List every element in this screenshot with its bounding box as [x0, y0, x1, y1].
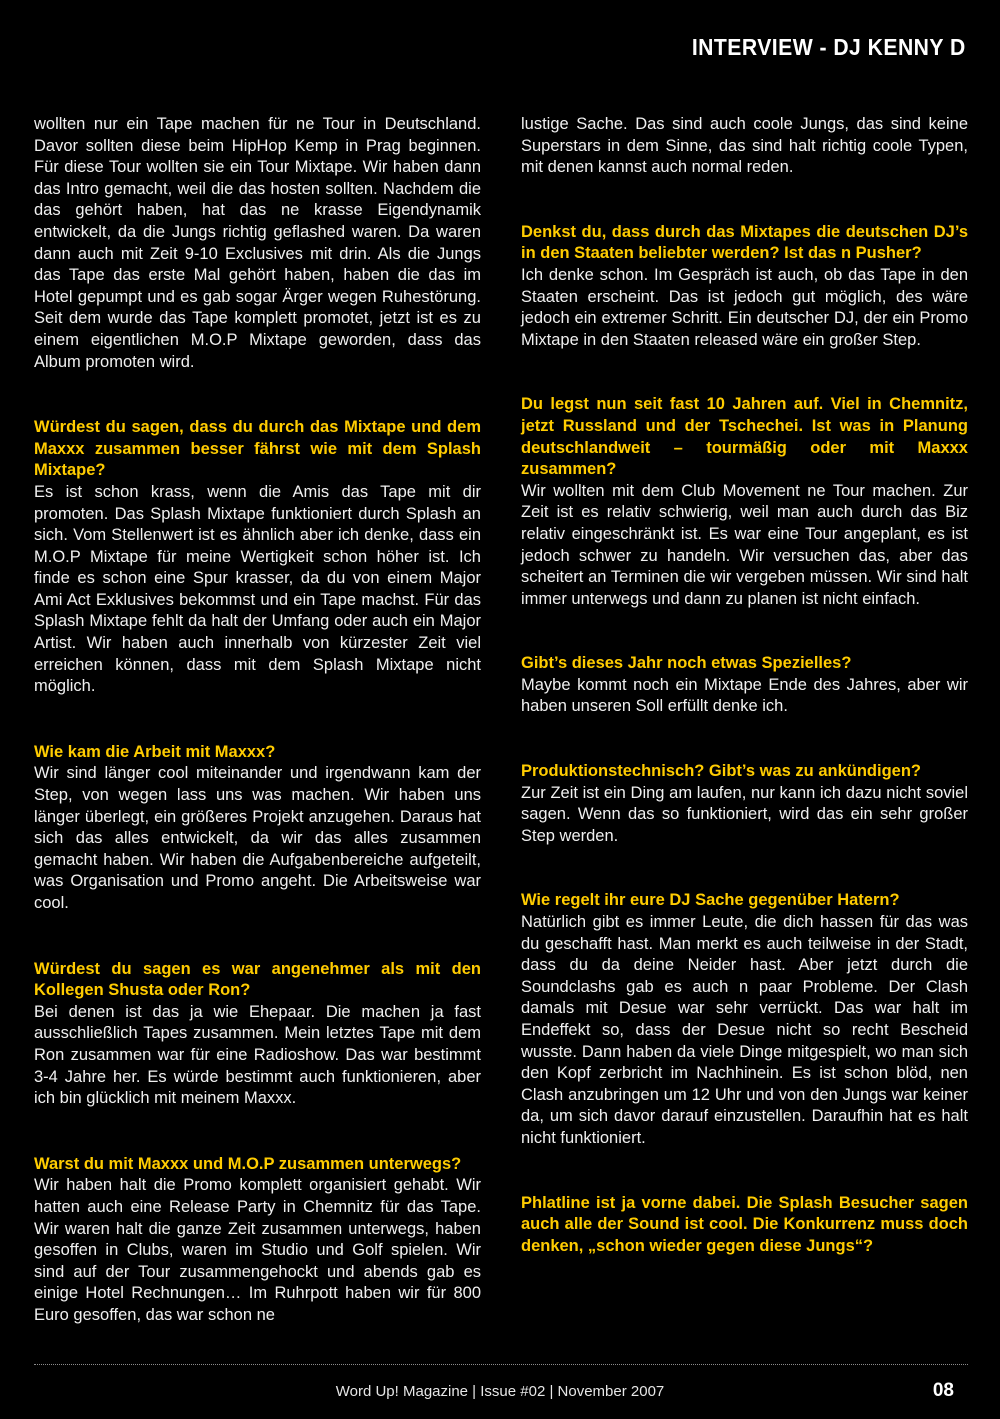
answer-text: Wir wollten mit dem Club Movement ne Tour machen. Zur Zeit ist es relativ schwierig, weil man auch durch das Biz relativ eingeschränkt ist. Es war eine Tour angeplant, es ist jedoch schwer zu handeln. Wir versuchen das, aber das scheitert an Terminen die wir vergeben müssen. Wir sind halt immer unterwegs und dann zu planen ist nicht einfach. [521, 481, 968, 608]
answer-text: Es ist schon krass, wenn die Amis das Tape mit dir promoten. Das Splash Mixtape funktioniert durch Splash an sich. Vom Stellenwert ist es ähnlich aber ich denke, dass ein M.O.P Mixtape für meine Wertigkeit schon höher ist. Ich finde es schon eine Spur krasser, da du von einem Major Ami Act Exklusives bekommst und ein Tape machst. Für das Splash Mixtape fehlt da halt der Umfang oder auch ein Major Artist. Wir haben auch innerhalb von kürzester Zeit viel erreichen können, dass mit dem Splash Mixtape nicht möglich. [34, 482, 481, 696]
article-section [521, 222, 968, 352]
article-section [521, 1193, 968, 1258]
article-section [34, 114, 481, 373]
article-section [34, 1154, 481, 1327]
answer-text: Ich denke schon. Im Gespräch ist auch, ob das Tape in den Staaten erscheint. Das ist jedoch gut möglich, des wäre jedoch ein extremer Schritt. Ein deutscher DJ, der ein Promo Mixtape in den Staaten released wäre ein großer Step. [521, 265, 968, 349]
question-heading: Phlatline ist ja vorne dabei. Die Splash Besucher sagen auch alle der Sound ist cool. Die Konkurrenz muss doch denken, „schon wieder gegen diese Jungs“? [521, 1193, 968, 1255]
question-heading: Denkst du, dass durch das Mixtapes die deutschen DJ’s in den Staaten beliebter werden? Ist das n Pusher? [521, 222, 968, 263]
footer-divider [34, 1364, 968, 1365]
article-section [521, 394, 968, 610]
question-heading: Gibt’s dieses Jahr noch etwas Spezielles? [521, 654, 852, 673]
question-heading: Produktionstechnisch? Gibt’s was zu ankündigen? [521, 762, 922, 781]
question-heading: Wie regelt ihr eure DJ Sache gegenüber Hatern? [521, 891, 900, 910]
answer-text: Wir sind länger cool miteinander und irgendwann kam der Step, von wegen lass uns was machen. Wir haben uns länger überlegt, ein größeres Projekt anzugehen. Daraus hat sich das alles entwickelt, da wir das alles zusammen gemacht haben. Wir haben die Aufgabenbereiche aufgeteilt, was Organisation und Promo angeht. Die Arbeitsweise war cool. [34, 764, 481, 912]
article-section [34, 417, 481, 698]
question-heading: Wie kam die Arbeit mit Maxxx? [34, 742, 276, 761]
answer-text: lustige Sache. Das sind auch coole Jungs, das sind keine Superstars in dem Sinne, das sind halt richtig coole Typen, mit denen kannst auch normal reden. [521, 115, 968, 177]
answer-text: Maybe kommt noch ein Mixtape Ende des Jahres, aber wir haben unseren Soll erfüllt denke ich. [521, 675, 968, 716]
article-section [34, 959, 481, 1110]
article-section [521, 653, 968, 718]
answer-text: Zur Zeit ist ein Ding am laufen, nur kann ich dazu nicht soviel sagen. Wenn das so funktioniert, wird das ein sehr großer Step werden. [521, 783, 968, 845]
right-column [521, 114, 968, 1327]
article-section [34, 742, 481, 915]
question-heading: Würdest du sagen es war angenehmer als mit den Kollegen Shusta oder Ron? [34, 959, 481, 1000]
question-heading: Du legst nun seit fast 10 Jahren auf. Viel in Chemnitz, jetzt Russland und der Tschechei. Ist was in Planung deutschlandweit – tourmäßig oder mit Maxxx zusammen? [521, 395, 968, 479]
article-section [521, 890, 968, 1149]
article-section [521, 114, 968, 179]
footer-publication-info: Word Up! Magazine | Issue #02 | November 2007 [335, 1383, 665, 1400]
answer-text: wollten nur ein Tape machen für ne Tour in Deutschland. Davor sollten diese beim HipHop Kemp in Prag beginnen. Für diese Tour wollten sie ein Tour Mixtape. Wir haben dann das Intro gemacht, weil die das hosten sollten. Nachdem die das gehört haben, hat das ne krasse Eigendynamik entwickelt, da die Jungs richtig geflashed waren. Da waren dann auch mit Zeit 9-10 Exclusives mit drin. Als die Jungs das Tape das erste Mal gehört haben, haben die das im Hotel gepumpt und es gab sogar Ärger wegen Ruhestörung. Seit dem wurde das Tape komplett promotet, jetzt ist es zu einem eigentlichen M.O.P Mixtape geworden, dass das Album promoten wird. [34, 115, 481, 371]
answer-text: Wir haben halt die Promo komplett organisiert gehabt. Wir hatten auch eine Release Party in Chemnitz für das Tape. Wir waren halt die ganze Zeit zusammen unterwegs, haben gesoffen in Clubs, waren im Studio und Golf spielen. Wir sind auf der Tour zusammengehockt und abends gab es einige Hotel Rechnungen… Im Ruhrpott haben wir für 800 Euro gesoffen, das war schon ne [34, 1176, 481, 1324]
answer-text: Natürlich gibt es immer Leute, die dich hassen für das was du geschafft hast. Man merkt es auch teilweise in der Stadt, dass du da deine Neider hast. Aber jetzt durch die Soundclashs gab es auch n paar Probleme. Der Clash damals mit Desue war sehr verrückt. Das war halt im Endeffekt so, dass der Desue nicht so recht Bescheid wusste. Dann haben da viele Dinge mitgespielt, wo man sich den Kopf zerbricht im Nachhinein. Es ist schon blöd, nen Clash anzubringen um 12 Uhr und von den Jungs war keiner da, um sich davor darauf einzustellen. Daraufhin hat es halt nicht funktioniert. [521, 913, 968, 1147]
question-heading: Würdest du sagen, dass du durch das Mixtape und dem Maxxx zusammen besser fährst wie mit dem Splash Mixtape? [34, 418, 481, 480]
page-header-title: INTERVIEW - DJ KENNY D [692, 34, 966, 60]
answer-text: Bei denen ist das ja wie Ehepaar. Die machen ja fast ausschließlich Tapes zusammen. Mein letztes Tape mit dem Ron zusammen war für eine Radioshow. Das war bestimmt 3-4 Jahre her. Es würde bestimmt auch funktionieren, aber ich bin glücklich mit meinem Maxxx. [34, 1002, 481, 1108]
left-column [34, 114, 481, 1327]
page-number: 08 [932, 1380, 954, 1401]
article-columns [34, 114, 968, 1327]
article-section [521, 761, 968, 847]
question-heading: Warst du mit Maxxx und M.O.P zusammen unterwegs? [34, 1154, 462, 1173]
